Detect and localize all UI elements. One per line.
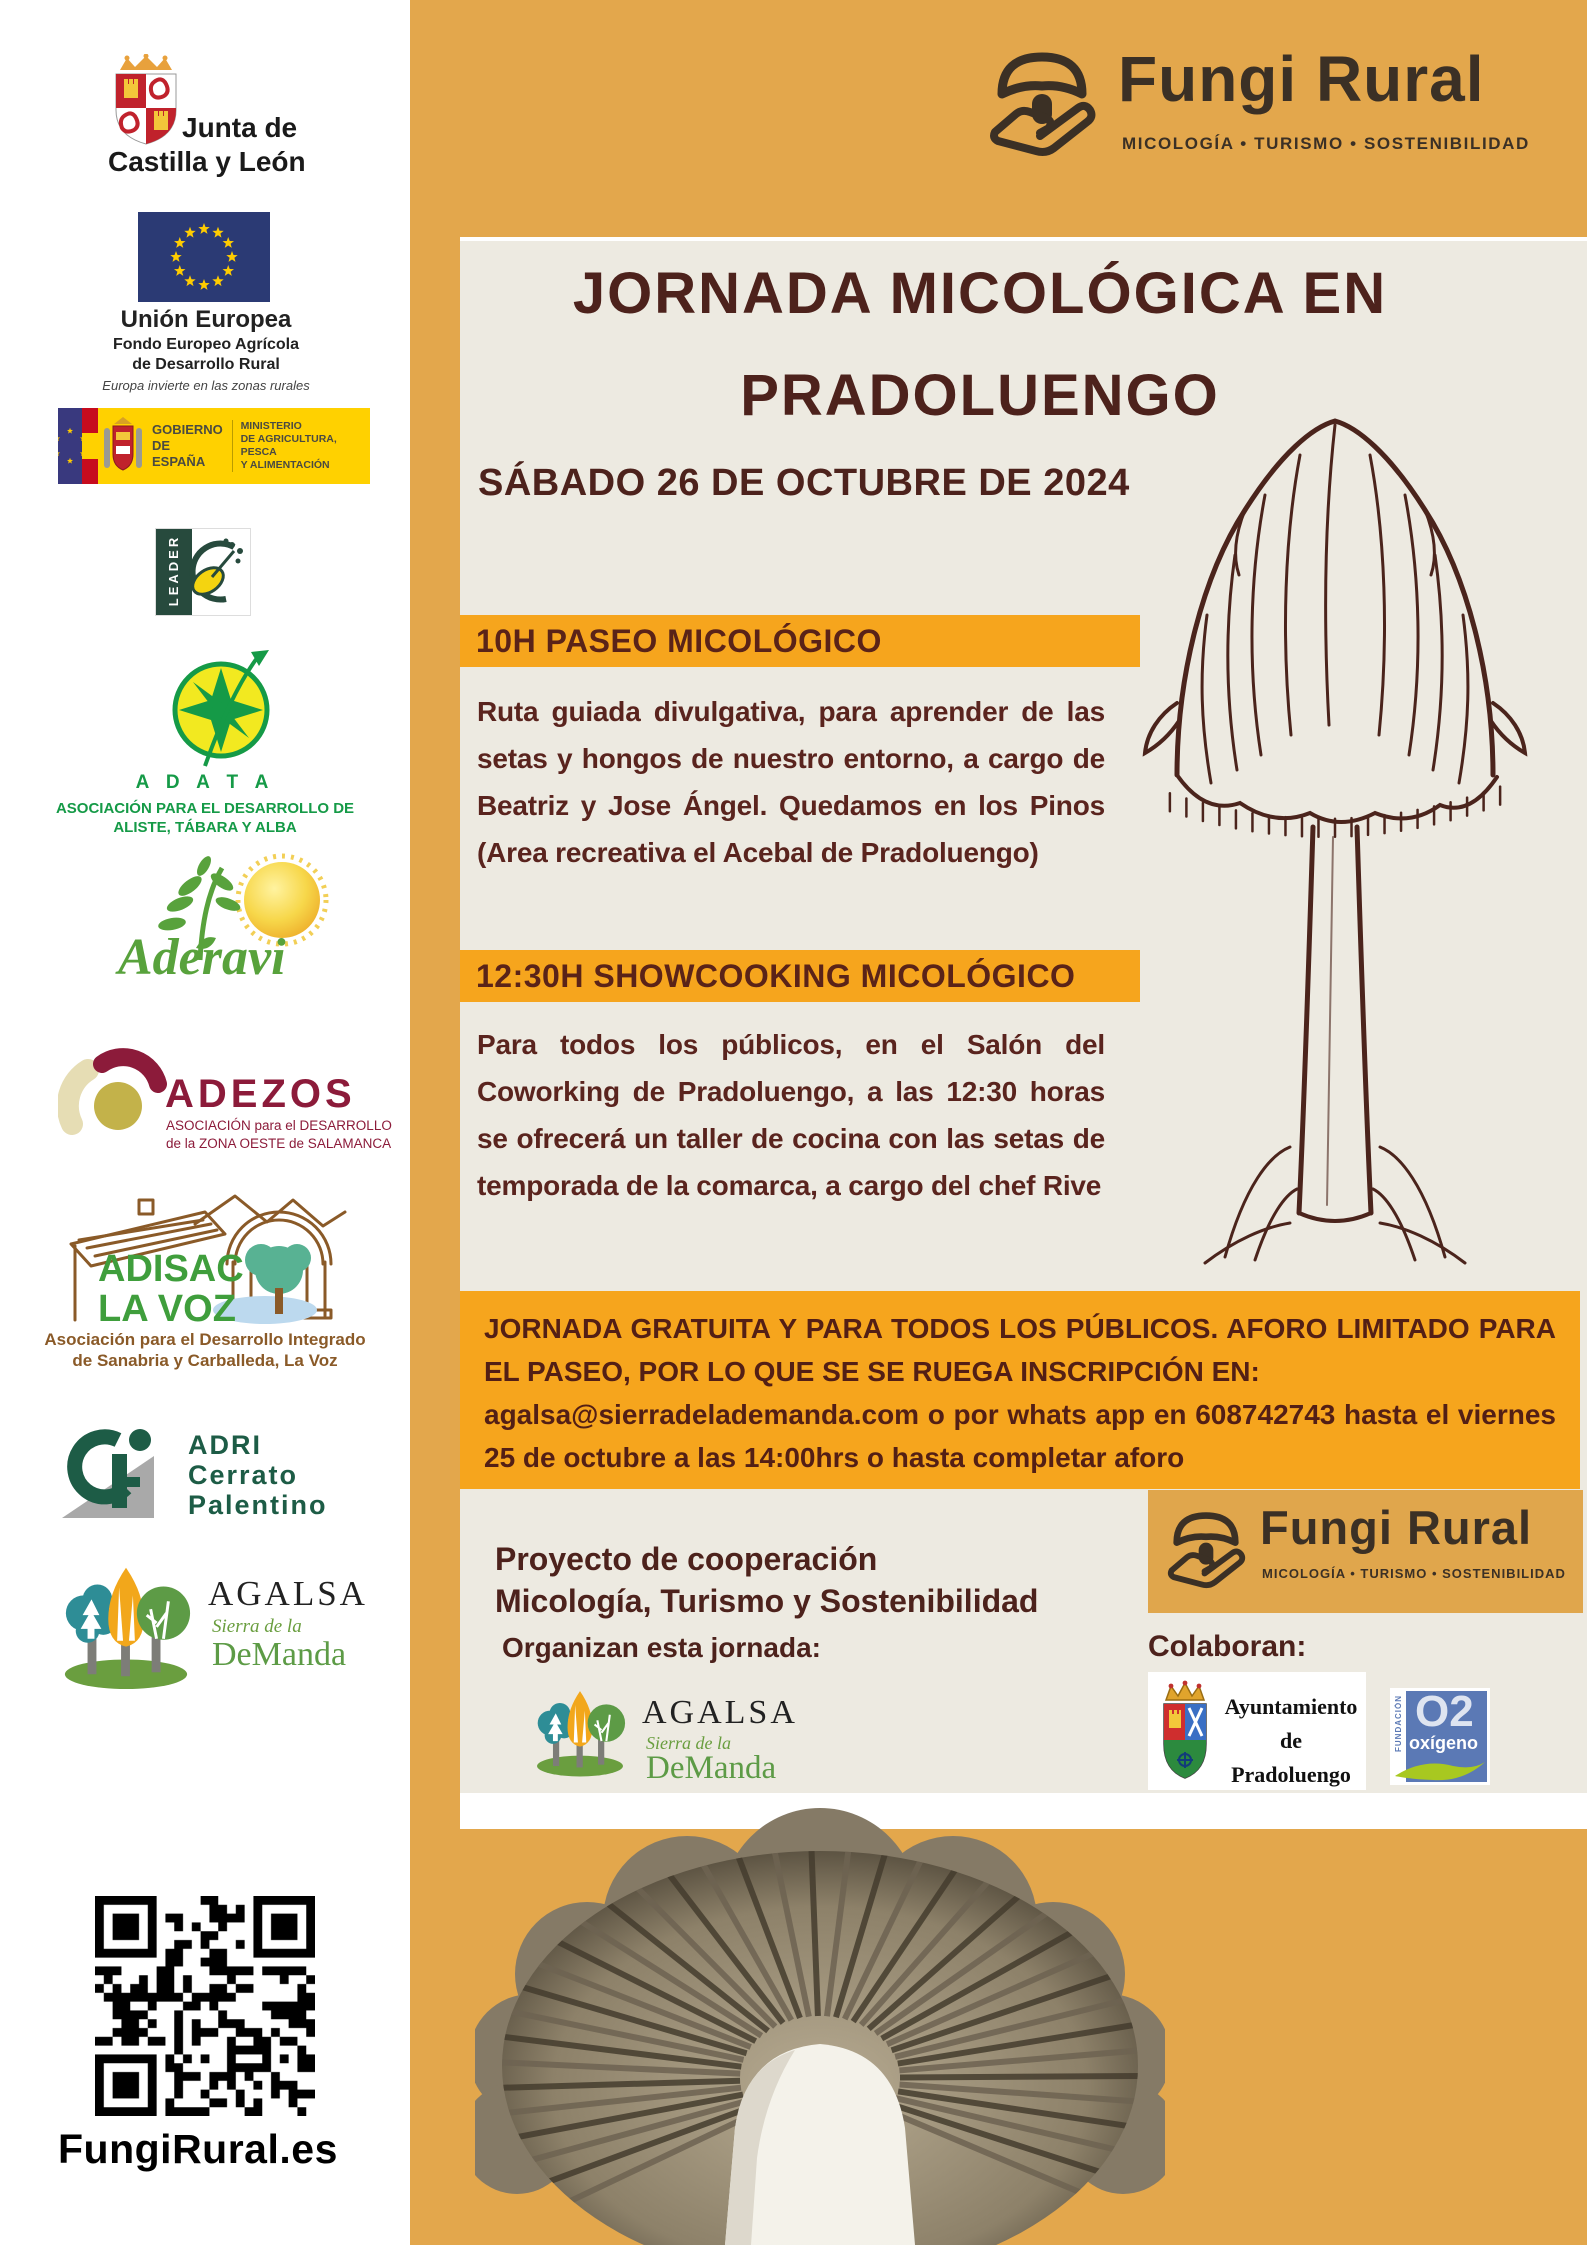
- fungi-rural-logo-icon-small: [1162, 1506, 1250, 1594]
- ayuntamiento-name: Ayuntamiento de Pradoluengo: [1224, 1694, 1358, 1787]
- junta-castilla-leon-icon: [110, 54, 182, 146]
- project-line1: Proyecto de cooperación: [495, 1541, 878, 1577]
- agalsa-sidebar-logo-icon: [50, 1554, 202, 1692]
- section-body-paseo: Ruta guiada divulgativa, para aprender de las setas y hongos de nuestro entorno, a cargo de Beatriz y Jose Ángel. Quedamos en los Pinos (Area recreativa el Acebal de Pradoluengo): [477, 696, 1105, 868]
- ayuntamiento-coat-of-arms-icon: [1156, 1678, 1214, 1784]
- spain-coat-of-arms-icon: [102, 414, 144, 478]
- gobierno-line2: DE ESPAÑA: [152, 438, 206, 469]
- ministerio-line2: DE AGRICULTURA, PESCA: [240, 433, 337, 458]
- organizer-agalsa-line2: DeManda: [646, 1750, 777, 1786]
- organizer-agalsa-script: Sierra de la: [646, 1733, 731, 1753]
- adezos-sub2: de la ZONA OESTE de SALAMANCA: [166, 1136, 392, 1151]
- brand-name-small: Fungi Rural: [1260, 1501, 1533, 1554]
- adisac-name-line1: ADISAC: [98, 1248, 244, 1290]
- gobierno-line1: GOBIERNO: [152, 422, 223, 437]
- section-heading-showcooking: 12:30H SHOWCOOKING MICOLÓGICO: [460, 950, 1140, 1002]
- mushroom-illustration: [1085, 255, 1585, 1265]
- junta-name-line2: Castilla y León: [108, 146, 306, 177]
- agalsa-name: AGALSA: [208, 1574, 368, 1613]
- qr-code: [95, 1896, 315, 2116]
- ministerio-line3: Y ALIMENTACIÓN: [240, 459, 330, 471]
- agalsa-line2: DeManda: [212, 1636, 347, 1673]
- section-body-showcooking: Para todos los públicos, en el Salón del Coworking de Pradoluengo, a las 12:30 horas se ofrecerá un taller de cocina con las setas de temporada de la comarca, a cargo del chef Rive: [477, 1029, 1105, 1201]
- eu-fund-line1: Fondo Europeo Agrícola: [112, 336, 300, 353]
- adisac-name-line2: LA VOZ: [98, 1288, 236, 1330]
- brand-tagline-small: MICOLOGÍA • TURISMO • SOSTENIBILIDAD: [1262, 1566, 1566, 1581]
- oxigeno-o2: O2: [1415, 1691, 1474, 1736]
- eu-fund-line2: de Desarrollo Rural: [132, 356, 280, 373]
- brand-name: Fungi Rural: [1118, 43, 1485, 115]
- eu-flag-icon: [138, 212, 270, 302]
- collaborators-label: Colaboran:: [1148, 1630, 1307, 1663]
- adisac-sub2: de Sanabria y Carballeda, La Voz: [72, 1351, 338, 1370]
- adezos-name: ADEZOS: [165, 1072, 356, 1116]
- adata-name: A D A T A: [135, 772, 275, 793]
- adezos-logo-icon: [58, 1048, 170, 1148]
- aderavi-name: Aderavi: [118, 929, 286, 986]
- page-title-line1: JORNADA MICOLÓGICA EN: [572, 261, 1388, 326]
- eu-name: Unión Europea: [120, 306, 292, 333]
- mushroom-photo: [475, 1798, 1165, 2245]
- fungi-rural-logo-icon: [982, 44, 1102, 164]
- event-date: SÁBADO 26 DE OCTUBRE DE 2024: [478, 462, 1130, 504]
- agalsa-script: Sierra de la: [212, 1616, 302, 1637]
- section-heading-paseo: 10H PASEO MICOLÓGICO: [460, 615, 1140, 667]
- organizers-label: Organizan esta jornada:: [502, 1632, 821, 1663]
- website-url: FungiRural.es: [58, 2126, 338, 2172]
- adisac-sub1: Asociación para el Desarrollo Integrado: [44, 1330, 366, 1349]
- page-title-line2: PRADOLUENGO: [740, 363, 1220, 428]
- adata-logo-icon: [165, 648, 283, 770]
- project-line2: Micología, Turismo y Sostenibilidad: [495, 1583, 1039, 1619]
- notice-text-caps: JORNADA GRATUITA Y PARA TODOS LOS PÚBLICOS. AFORO LIMITADO PARA EL PASEO, POR LO QUE SE SE RUEGA INSCRIPCIÓN EN:: [484, 1313, 1556, 1387]
- brand-tagline: MICOLOGÍA • TURISMO • SOSTENIBILIDAD: [1122, 134, 1530, 153]
- gobierno-espana-logo: [58, 408, 370, 484]
- adri-name: ADRI Cerrato Palentino: [188, 1430, 328, 1520]
- adezos-sub1: ASOCIACIÓN para el DESARROLLO: [166, 1118, 392, 1133]
- notice-box: [460, 1291, 1580, 1489]
- leader-sprout-icon: [182, 533, 248, 611]
- agalsa-logo-icon: [528, 1678, 632, 1782]
- leader-label: LEADER: [166, 534, 182, 607]
- oxigeno-vertical-label: FUNDACIÓN: [1394, 1695, 1403, 1752]
- adata-sub2: ALISTE, TÁBARA Y ALBA: [113, 819, 297, 836]
- leader-logo: [155, 528, 251, 616]
- eu-motto: Europa invierte en las zonas rurales: [102, 378, 310, 393]
- adri-logo-icon: [56, 1426, 178, 1522]
- spain-eu-flag-icon: [58, 408, 98, 484]
- oxigeno-name: oxígeno: [1409, 1733, 1479, 1753]
- ministerio-line1: MINISTERIO: [240, 420, 302, 432]
- organizer-agalsa-name: AGALSA: [642, 1694, 798, 1731]
- adata-sub1: ASOCIACIÓN PARA EL DESARROLLO DE: [55, 800, 355, 817]
- notice-text-contact: agalsa@sierradelademanda.com o por whats app en 608742743 hasta el viernes 25 de octubre a las 14:00hrs o hasta completar aforo: [484, 1399, 1556, 1473]
- oxigeno-logo: [1390, 1688, 1490, 1785]
- junta-name-line1: Junta de: [182, 112, 298, 143]
